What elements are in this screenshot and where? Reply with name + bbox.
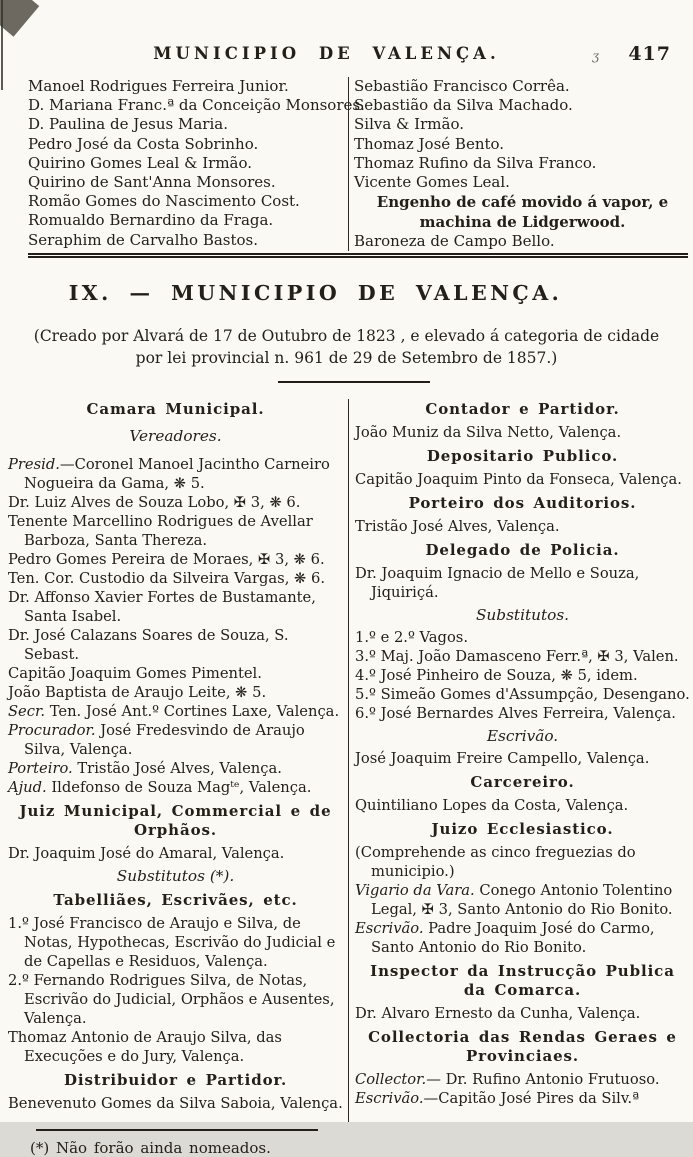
person-name: Quirino de Sant'Anna Monsores. bbox=[28, 173, 276, 192]
directory-entry: Thomaz Antonio de Araujo Silva, das Execuções e do Jury, Valença. bbox=[8, 1029, 282, 1065]
printer-mark: ʒ bbox=[592, 49, 599, 63]
directory-entry: Ten. Cor. Custodio da Silveira Vargas, ❋ 6. bbox=[8, 570, 326, 587]
directory-subheading: Escrivão. bbox=[486, 727, 559, 745]
directory-entry: Presid.—Coronel Manoel Jacintho Carneiro Nogueira da Gama, ❋ 5. bbox=[8, 456, 330, 492]
entry-role-label: Ajud. bbox=[8, 779, 47, 796]
person-name: Seraphim de Carvalho Bastos. bbox=[28, 230, 259, 249]
short-rule-divider bbox=[278, 381, 430, 383]
left-column-blocks bbox=[8, 400, 343, 1113]
directory-entry: Tenente Marcellino Rodrigues de Avellar Barboza, Santa Thereza. bbox=[8, 513, 313, 549]
person-name: D. Paulina de Jesus Maria. bbox=[28, 115, 228, 134]
directory-entry: Escrivão.—Capitão José Pires da Silv.ª bbox=[355, 1090, 640, 1107]
directory-entry: 1.º e 2.º Vagos. bbox=[355, 629, 469, 646]
page-number: 417 bbox=[628, 43, 671, 65]
directory-entry: Escrivão. Padre Joaquim José do Carmo, Santo Antonio do Rio Bonito. bbox=[355, 920, 655, 956]
entry-role-label: Vigario da Vara. bbox=[355, 882, 475, 899]
section-subtitle-line1: (Creado por Alvará de 17 de Outubro de 1823 , e elevado á categoria de cidade bbox=[33, 327, 660, 345]
section-subtitle-line2: por lei provincial n. 961 de 29 de Setembro de 1857.) bbox=[135, 349, 558, 367]
directory-entry: Capitão Joaquim Pinto da Fonseca, Valença. bbox=[355, 471, 682, 488]
directory-entry: 3.º Maj. João Damasceno Ferr.ª, ✠ 3, Valen. bbox=[355, 648, 679, 665]
directory-entry: Dr. Luiz Alves de Souza Lobo, ✠ 3, ❋ 6. bbox=[8, 494, 301, 511]
top-directory-left-column bbox=[0, 77, 365, 251]
directory-entry: Procurador. José Fredesvindo de Araujo Silva, Valença. bbox=[8, 722, 305, 758]
directory-heading: Collectoria das Rendas Geraes e Provinciaes. bbox=[368, 1028, 677, 1065]
directory-subheading: Substitutos (*). bbox=[116, 867, 235, 885]
entry-role-label: Presid. bbox=[8, 456, 60, 473]
scan-corner-smudge bbox=[0, 0, 39, 37]
directory-heading: Carcereiro. bbox=[470, 773, 575, 791]
entry-role-label: Escrivão. bbox=[355, 920, 424, 937]
entry-role-label: Procurador. bbox=[8, 722, 96, 739]
directory-heading: Camara Municipal. bbox=[86, 400, 265, 418]
directory-entry: Capitão Joaquim Gomes Pimentel. bbox=[8, 665, 262, 682]
directory-entry: 1.º José Francisco de Araujo e Silva, de Notas, Hypothecas, Escrivão do Judicial e de Capellas e Residuos, Valença. bbox=[8, 915, 336, 970]
directory-entry: 6.º José Bernardes Alves Ferreira, Valença. bbox=[355, 705, 676, 722]
coffee-engine-note-line1: Engenho de café movido á vapor, e bbox=[376, 193, 669, 212]
double-rule-divider bbox=[28, 253, 688, 258]
entry-role-label: Secr. bbox=[8, 703, 46, 720]
directory-entry: Vigario da Vara. Conego Antonio Tolentino Legal, ✠ 3, Santo Antonio do Rio Bonito. bbox=[355, 882, 673, 918]
directory-entry: Quintiliano Lopes da Costa, Valença. bbox=[355, 797, 629, 814]
main-directory-right-column bbox=[348, 399, 693, 1122]
directory-heading: Depositario Publico. bbox=[426, 447, 619, 465]
directory-entry: Dr. José Calazans Soares de Souza, S. Sebast. bbox=[8, 627, 289, 663]
main-directory-left-column bbox=[0, 399, 348, 1157]
coffee-engine-note bbox=[354, 192, 691, 232]
directory-entry: Pedro Gomes Pereira de Moraes, ✠ 3, ❋ 6. bbox=[8, 551, 325, 568]
directory-entry: Collector.— Dr. Rufino Antonio Frutuoso. bbox=[355, 1071, 660, 1088]
person-name: Sebastião da Silva Machado. bbox=[354, 96, 573, 115]
directory-entry: 4.º José Pinheiro de Souza, ❋ 5, idem. bbox=[355, 667, 638, 684]
directory-subheading: Substitutos. bbox=[475, 606, 570, 624]
person-name: Sebastião Francisco Corrêa. bbox=[354, 77, 570, 95]
directory-heading: Delegado de Policia. bbox=[425, 541, 620, 559]
directory-heading: Juiz Municipal, Commercial e de Orphãos. bbox=[19, 802, 332, 839]
directory-entry: Dr. Affonso Xavier Fortes de Bustamante, Santa Isabel. bbox=[8, 589, 316, 625]
directory-entry: Secr. Ten. José Ant.º Cortines Laxe, Valença. bbox=[8, 703, 340, 720]
directory-entry: João Baptista de Araujo Leite, ❋ 5. bbox=[8, 684, 267, 701]
directory-entry: 5.º Simeão Gomes d'Assumpção, Desengano. bbox=[355, 686, 690, 703]
running-header-title: MUNICIPIO DE VALENÇA. bbox=[153, 44, 500, 63]
section-subtitle bbox=[0, 325, 693, 369]
directory-entry: Tristão José Alves, Valença. bbox=[355, 518, 560, 535]
directory-heading: Inspector da Instrucção Publica da Comarca. bbox=[370, 962, 675, 999]
top-directory bbox=[0, 77, 693, 251]
directory-heading: Tabelliães, Escrivães, etc. bbox=[53, 891, 298, 909]
top-directory-right-names bbox=[354, 77, 691, 192]
entry-role-label: Porteiro. bbox=[8, 760, 73, 777]
directory-heading: Porteiro dos Auditorios. bbox=[408, 494, 637, 512]
person-name: Vicente Gomes Leal. bbox=[354, 173, 510, 192]
top-directory-right-names-after bbox=[354, 232, 691, 251]
person-name: Quirino Gomes Leal & Irmão. bbox=[28, 153, 253, 172]
entry-role-label: Collector. bbox=[355, 1071, 427, 1088]
person-name: D. Mariana Franc.ª da Conceição Monsores. bbox=[28, 96, 365, 115]
directory-entry: (Comprehende as cinco freguezias do municipio.) bbox=[355, 844, 636, 880]
directory-heading: Juizo Ecclesiastico. bbox=[431, 820, 614, 838]
directory-entry: Dr. Alvaro Ernesto da Cunha, Valença. bbox=[355, 1005, 641, 1022]
footnote-rule bbox=[36, 1129, 318, 1131]
person-name: Pedro José da Costa Sobrinho. bbox=[28, 134, 259, 153]
entry-role-label: Escrivão. bbox=[355, 1090, 424, 1107]
coffee-engine-note-line2: machina de Lidgerwood. bbox=[419, 213, 626, 232]
running-header bbox=[0, 44, 693, 70]
main-directory bbox=[0, 399, 693, 1157]
directory-entry: Benevenuto Gomes da Silva Saboia, Valença. bbox=[8, 1095, 343, 1112]
section-title: IX. — MUNICIPIO DE VALENÇA. bbox=[68, 281, 563, 305]
directory-heading: Contador e Partidor. bbox=[425, 400, 620, 418]
directory-heading: Distribuidor e Partidor. bbox=[63, 1071, 288, 1089]
footnote-text: (*) Não forão ainda nomeados. bbox=[30, 1139, 271, 1157]
directory-entry: Ajud. Ildefonso de Souza Magᵗᵉ, Valença. bbox=[8, 779, 312, 796]
directory-entry: José Joaquim Freire Campello, Valença. bbox=[355, 750, 650, 767]
person-name: Manoel Rodrigues Ferreira Junior. bbox=[28, 77, 289, 95]
directory-subheading: Vereadores. bbox=[129, 427, 222, 445]
person-name: Thomaz Rufino da Silva Franco. bbox=[354, 153, 597, 172]
person-name: Silva & Irmão. bbox=[354, 115, 464, 134]
directory-entry: João Muniz da Silva Netto, Valença. bbox=[355, 424, 622, 441]
directory-entry: Dr. Joaquim Ignacio de Mello e Souza, Jiquiriçá. bbox=[355, 565, 640, 601]
top-directory-right-column bbox=[348, 77, 693, 251]
directory-entry: Porteiro. Tristão José Alves, Valença. bbox=[8, 760, 282, 777]
person-name: Baroneza de Campo Bello. bbox=[354, 232, 555, 251]
person-name: Thomaz José Bento. bbox=[354, 134, 505, 153]
directory-entry: Dr. Joaquim José do Amaral, Valença. bbox=[8, 845, 285, 862]
person-name: Romão Gomes do Nascimento Cost. bbox=[28, 192, 300, 211]
person-name: Romualdo Bernardino da Fraga. bbox=[28, 211, 274, 230]
directory-entry: 2.º Fernando Rodrigues Silva, de Notas, Escrivão do Judicial, Orphãos e Ausentes, Valença. bbox=[8, 972, 335, 1027]
